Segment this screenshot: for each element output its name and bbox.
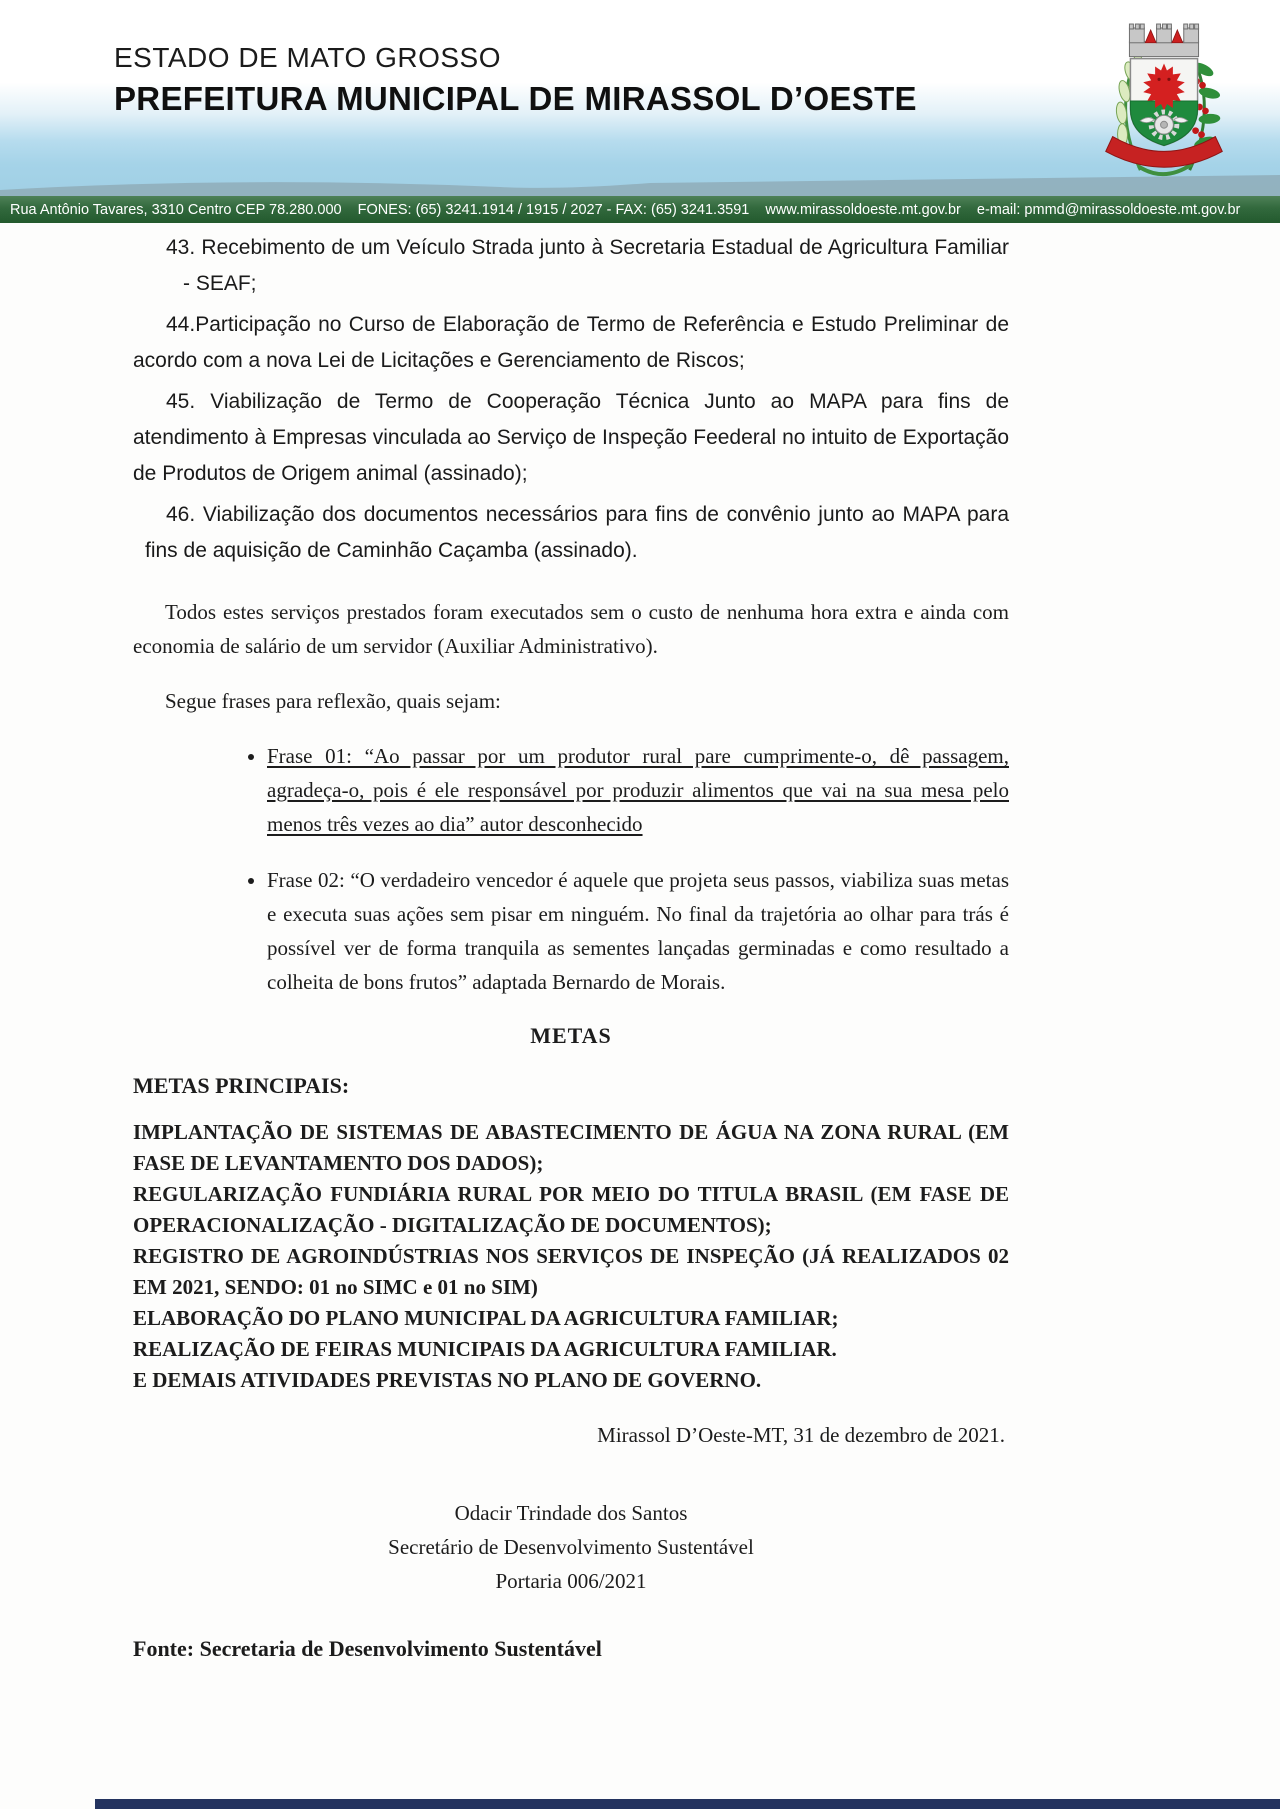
mural-crown-icon <box>1129 24 1198 57</box>
website-text: www.mirassoldoeste.mt.gov.br <box>765 201 961 218</box>
quotes-list <box>133 739 1009 999</box>
meta-line-2: REGULARIZAÇÃO FUNDIÁRIA RURAL POR MEIO DO TITULA BRASIL (EM FASE DE OPERACIONALIZAÇÃO - DIGITALIZAÇÃO DE DOCUMENTOS); <box>133 1182 1009 1237</box>
state-name: ESTADO DE MATO GROSSO <box>114 42 501 73</box>
phones-text: FONES: (65) 3241.1914 / 1915 / 2027 - FAX: (65) 3241.3591 <box>357 201 750 218</box>
signature-name: Odacir Trindade dos Santos <box>454 1501 688 1525</box>
intro-paragraph: Todos estes serviços prestados foram executados sem o custo de nenhuma hora extra e ainda com economia de salário de um servidor (Auxiliar Administrativo). <box>133 600 1009 658</box>
numbered-items-list <box>133 230 1009 569</box>
meta-line-6: E DEMAIS ATIVIDADES PREVISTAS NO PLANO DE GOVERNO. <box>133 1368 762 1392</box>
list-item-45: 45. Viabilização de Termo de Cooperação Técnica Junto ao MAPA para fins de atendimento à Empresas vinculada ao Serviço de Inspeção Feederal no intuito de Exportação de Produtos de Origem animal (assinado); <box>133 390 1009 485</box>
letterhead <box>0 0 1280 196</box>
meta-line-4: ELABORAÇÃO DO PLANO MUNICIPAL DA AGRICULTURA FAMILIAR; <box>133 1306 839 1330</box>
shield-icon <box>1130 59 1197 146</box>
list-item-44: 44.Participação no Curso de Elaboração de Termo de Referência e Estudo Preliminar de acordo com a nova Lei de Licitações e Gerenciamento de Riscos; <box>133 313 1009 372</box>
quote-frase-02: • Frase 02: “O verdadeiro vencedor é aquele que projeta seus passos, viabiliza suas metas e executa suas ações sem pisar em ninguém. No final da trajetória ao olhar para trás é possível ver de forma tranquila as sementes lançadas germinadas e como resultado a colheita de bons frutos” adaptada Bernardo de Morais. <box>267 863 1009 999</box>
document-body <box>133 222 1009 1664</box>
email-text: e-mail: pmmd@mirassoldoeste.mt.gov.br <box>976 201 1241 218</box>
metas-heading: METAS <box>530 1023 612 1048</box>
source-line: Fonte: Secretaria de Desenvolvimento Sustentável <box>133 1636 602 1661</box>
quote-frase-01: • Frase 01: “Ao passar por um produtor rural pare cumprimente-o, dê passagem, agradeça-o, pois é ele responsável por produzir alimentos que vai na sua mesa pelo menos três vezes ao dia” autor desconhecido <box>267 739 1009 841</box>
metas-list <box>133 1117 1009 1396</box>
signature-block <box>133 1496 1009 1598</box>
municipal-crest <box>1085 22 1243 188</box>
meta-line-1: IMPLANTAÇÃO DE SISTEMAS DE ABASTECIMENTO DE ÁGUA NA ZONA RURAL (EM FASE DE LEVANTAMENTO DOS DADOS); <box>133 1120 1009 1175</box>
date-place-line: Mirassol D’Oeste-MT, 31 de dezembro de 2021. <box>597 1423 1005 1447</box>
list-item-46: 46. Viabilização dos documentos necessários para fins de convênio junto ao MAPA para fins de aquisição de Caminhão Caçamba (assinado). <box>145 503 1009 562</box>
meta-line-3: REGISTRO DE AGROINDÚSTRIAS NOS SERVIÇOS DE INSPEÇÃO (JÁ REALIZADOS 02 EM 2021, SENDO: 01 no SIMC e 01 no SIM) <box>133 1244 1009 1299</box>
page-bottom-edge <box>95 1799 1280 1809</box>
signature-role: Secretário de Desenvolvimento Sustentável <box>388 1535 754 1559</box>
address-text: Rua Antônio Tavares, 3310 Centro CEP 78.280.000 <box>10 201 342 218</box>
list-item-43: 43. Recebimento de um Veículo Strada junto à Secretaria Estadual de Agricultura Familiar - SEAF; <box>166 236 1009 295</box>
signature-portaria: Portaria 006/2021 <box>495 1569 647 1593</box>
frases-intro-paragraph: Segue frases para reflexão, quais sejam: <box>165 689 501 713</box>
metas-subheading: METAS PRINCIPAIS: <box>133 1073 350 1098</box>
contact-bar <box>0 196 1280 223</box>
meta-line-5: REALIZAÇÃO DE FEIRAS MUNICIPAIS DA AGRICULTURA FAMILIAR. <box>133 1337 837 1361</box>
municipality-title: PREFEITURA MUNICIPAL DE MIRASSOL D’OESTE <box>114 80 917 117</box>
